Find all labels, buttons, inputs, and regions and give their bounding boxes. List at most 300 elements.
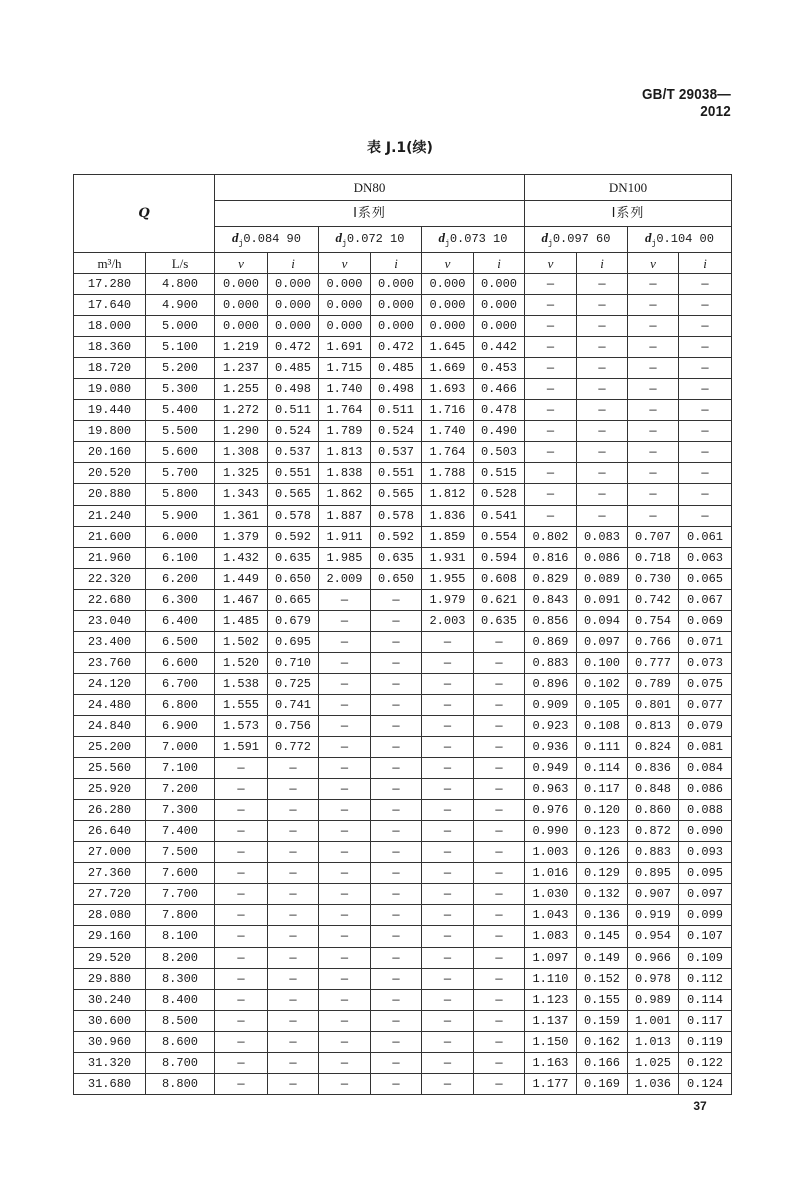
table-row	[74, 673, 732, 694]
cell-velocity: 1.693	[422, 379, 474, 400]
cell-gradient: 0.000	[371, 316, 422, 337]
cell-velocity: —	[628, 421, 679, 442]
cell-velocity: —	[628, 379, 679, 400]
cell-gradient: 0.000	[268, 316, 319, 337]
cell-gradient: —	[371, 673, 422, 694]
cell-velocity: 1.255	[215, 379, 268, 400]
cell-velocity: 1.502	[215, 631, 268, 652]
cell-velocity: 0.949	[525, 758, 577, 779]
cell-velocity: —	[215, 1073, 268, 1094]
cell-flow-ls: 6.300	[146, 589, 215, 610]
cell-gradient: —	[679, 463, 732, 484]
cell-gradient: —	[474, 779, 525, 800]
diameter-header	[215, 227, 319, 253]
cell-velocity: 0.813	[628, 715, 679, 736]
diameter-value: 0.097 60	[552, 231, 611, 246]
cell-velocity: 1.716	[422, 400, 474, 421]
cell-gradient: —	[474, 800, 525, 821]
cell-gradient: —	[371, 863, 422, 884]
cell-velocity: 0.742	[628, 589, 679, 610]
cell-velocity: 1.001	[628, 1010, 679, 1031]
cell-gradient: —	[577, 337, 628, 358]
cell-velocity: 1.813	[319, 442, 371, 463]
cell-velocity: 0.860	[628, 800, 679, 821]
cell-gradient: —	[371, 631, 422, 652]
diameter-prefix: d	[232, 229, 239, 245]
cell-gradient: —	[474, 737, 525, 758]
cell-flow-ls: 5.000	[146, 316, 215, 337]
cell-velocity: —	[422, 884, 474, 905]
cell-gradient: —	[371, 1010, 422, 1031]
cell-flow-ls: 8.100	[146, 926, 215, 947]
cell-gradient: —	[371, 842, 422, 863]
cell-velocity: 0.990	[525, 821, 577, 842]
cell-velocity: 1.931	[422, 547, 474, 568]
cell-velocity: 1.083	[525, 926, 577, 947]
cell-velocity: 0.816	[525, 547, 577, 568]
cell-gradient: —	[371, 905, 422, 926]
cell-velocity: —	[319, 947, 371, 968]
cell-flow-ls: 6.500	[146, 631, 215, 652]
cell-velocity: —	[422, 758, 474, 779]
cell-gradient: —	[577, 505, 628, 526]
cell-velocity: —	[525, 295, 577, 316]
cell-flow-m3h: 20.520	[74, 463, 146, 484]
cell-flow-ls: 8.200	[146, 947, 215, 968]
cell-gradient: 0.119	[679, 1031, 732, 1052]
cell-gradient: —	[268, 905, 319, 926]
cell-velocity: 0.802	[525, 526, 577, 547]
cell-velocity: —	[422, 715, 474, 736]
cell-gradient: 0.695	[268, 631, 319, 652]
cell-gradient: 0.094	[577, 610, 628, 631]
cell-flow-m3h: 22.680	[74, 589, 146, 610]
page-number: 37	[693, 1099, 707, 1113]
cell-velocity: —	[525, 463, 577, 484]
cell-flow-ls: 7.800	[146, 905, 215, 926]
cell-flow-m3h: 25.200	[74, 737, 146, 758]
table-row	[74, 358, 732, 379]
cell-flow-ls: 5.800	[146, 484, 215, 505]
cell-gradient: 0.117	[679, 1010, 732, 1031]
cell-gradient: —	[679, 421, 732, 442]
cell-flow-m3h: 27.720	[74, 884, 146, 905]
diameter-prefix: d	[541, 229, 549, 245]
cell-gradient: 0.000	[268, 295, 319, 316]
table-row	[74, 547, 732, 568]
cell-gradient: —	[268, 947, 319, 968]
velocity-symbol: v	[525, 253, 577, 274]
cell-flow-ls: 6.400	[146, 610, 215, 631]
cell-gradient: 0.594	[474, 547, 525, 568]
cell-velocity: —	[422, 989, 474, 1010]
cell-velocity: —	[525, 316, 577, 337]
cell-gradient: 0.112	[679, 968, 732, 989]
cell-flow-ls: 7.600	[146, 863, 215, 884]
cell-gradient: 0.152	[577, 968, 628, 989]
cell-velocity: 1.691	[319, 337, 371, 358]
cell-velocity: —	[215, 989, 268, 1010]
cell-gradient: 0.114	[679, 989, 732, 1010]
cell-flow-ls: 7.100	[146, 758, 215, 779]
cell-gradient: 0.132	[577, 884, 628, 905]
cell-flow-m3h: 23.040	[74, 610, 146, 631]
cell-gradient: —	[679, 295, 732, 316]
cell-gradient: 0.565	[371, 484, 422, 505]
table-row	[74, 316, 732, 337]
cell-gradient: —	[268, 842, 319, 863]
cell-gradient: 0.086	[577, 547, 628, 568]
velocity-symbol: v	[319, 253, 371, 274]
cell-velocity: 1.859	[422, 526, 474, 547]
cell-flow-m3h: 29.880	[74, 968, 146, 989]
cell-velocity: —	[319, 673, 371, 694]
cell-velocity: —	[215, 884, 268, 905]
cell-velocity: —	[422, 631, 474, 652]
cell-gradient: 0.621	[474, 589, 525, 610]
table-row	[74, 1010, 732, 1031]
cell-flow-ls: 6.700	[146, 673, 215, 694]
table-row	[74, 821, 732, 842]
cell-velocity: 0.000	[215, 316, 268, 337]
diameter-header	[422, 227, 525, 253]
cell-gradient: 0.498	[268, 379, 319, 400]
cell-velocity: —	[319, 926, 371, 947]
cell-velocity: 1.123	[525, 989, 577, 1010]
cell-flow-m3h: 19.080	[74, 379, 146, 400]
cell-velocity: 1.764	[319, 400, 371, 421]
diameter-subscript: j	[548, 239, 553, 249]
table-row	[74, 800, 732, 821]
cell-gradient: 0.725	[268, 673, 319, 694]
table-row	[74, 905, 732, 926]
cell-velocity: 1.740	[422, 421, 474, 442]
cell-velocity: 1.163	[525, 1052, 577, 1073]
table-row	[74, 631, 732, 652]
cell-flow-m3h: 29.160	[74, 926, 146, 947]
cell-velocity: —	[319, 968, 371, 989]
cell-gradient: —	[268, 821, 319, 842]
cell-velocity: 1.887	[319, 505, 371, 526]
cell-gradient: —	[474, 968, 525, 989]
cell-gradient: —	[577, 400, 628, 421]
cell-gradient: —	[679, 337, 732, 358]
velocity-symbol: v	[422, 253, 474, 274]
cell-velocity: —	[215, 863, 268, 884]
table-row	[74, 715, 732, 736]
unit-header-row	[74, 253, 732, 274]
table-row	[74, 989, 732, 1010]
table-row	[74, 484, 732, 505]
cell-velocity: —	[422, 694, 474, 715]
table-row	[74, 421, 732, 442]
table-row	[74, 779, 732, 800]
cell-velocity: —	[319, 1010, 371, 1031]
group-header-dn100: DN100	[525, 175, 732, 201]
cell-gradient: 0.169	[577, 1073, 628, 1094]
cell-velocity: 1.591	[215, 737, 268, 758]
cell-gradient: 0.084	[679, 758, 732, 779]
cell-velocity: —	[628, 463, 679, 484]
cell-gradient: —	[679, 400, 732, 421]
cell-gradient: 0.126	[577, 842, 628, 863]
table-row	[74, 505, 732, 526]
cell-flow-ls: 6.800	[146, 694, 215, 715]
cell-velocity: 1.030	[525, 884, 577, 905]
cell-velocity: —	[319, 1073, 371, 1094]
cell-velocity: 0.883	[628, 842, 679, 863]
cell-flow-m3h: 20.880	[74, 484, 146, 505]
cell-flow-ls: 8.500	[146, 1010, 215, 1031]
cell-gradient: 0.120	[577, 800, 628, 821]
cell-velocity: 1.237	[215, 358, 268, 379]
cell-velocity: 1.467	[215, 589, 268, 610]
cell-gradient: —	[371, 737, 422, 758]
cell-gradient: 0.136	[577, 905, 628, 926]
table-row	[74, 295, 732, 316]
cell-velocity: —	[422, 821, 474, 842]
diameter-subscript: j	[238, 239, 244, 249]
cell-gradient: 0.608	[474, 568, 525, 589]
cell-gradient: 0.100	[577, 652, 628, 673]
series-header-dn80: Ⅰ系列	[215, 201, 525, 227]
cell-flow-ls: 5.200	[146, 358, 215, 379]
cell-velocity: 0.978	[628, 968, 679, 989]
cell-velocity: 1.715	[319, 358, 371, 379]
table-header	[74, 175, 732, 274]
cell-gradient: —	[371, 989, 422, 1010]
cell-gradient: 0.111	[577, 737, 628, 758]
cell-gradient: —	[371, 968, 422, 989]
cell-gradient: —	[577, 421, 628, 442]
cell-gradient: 0.095	[679, 863, 732, 884]
series-header-dn100: Ⅰ系列	[525, 201, 732, 227]
cell-velocity: —	[525, 379, 577, 400]
diameter-prefix: d	[438, 229, 446, 245]
cell-velocity: —	[422, 779, 474, 800]
cell-velocity: 1.150	[525, 1031, 577, 1052]
cell-gradient: 0.000	[474, 274, 525, 295]
cell-velocity: —	[628, 295, 679, 316]
cell-velocity: —	[422, 1052, 474, 1073]
cell-gradient: —	[679, 484, 732, 505]
cell-gradient: 0.123	[577, 821, 628, 842]
cell-flow-ls: 6.900	[146, 715, 215, 736]
cell-velocity: 0.836	[628, 758, 679, 779]
cell-velocity: 1.308	[215, 442, 268, 463]
cell-gradient: 0.524	[268, 421, 319, 442]
cell-gradient: 0.162	[577, 1031, 628, 1052]
cell-gradient: 0.109	[679, 947, 732, 968]
cell-gradient: 0.093	[679, 842, 732, 863]
cell-gradient: —	[474, 1073, 525, 1094]
diameter-prefix: d	[645, 229, 652, 245]
cell-gradient: 0.592	[371, 526, 422, 547]
cell-velocity: 0.824	[628, 737, 679, 758]
cell-velocity: —	[215, 905, 268, 926]
cell-velocity: 1.343	[215, 484, 268, 505]
cell-gradient: 0.075	[679, 673, 732, 694]
cell-velocity: —	[525, 337, 577, 358]
cell-velocity: 0.872	[628, 821, 679, 842]
cell-velocity: —	[628, 358, 679, 379]
cell-gradient: 0.490	[474, 421, 525, 442]
cell-velocity: 1.025	[628, 1052, 679, 1073]
cell-flow-ls: 5.900	[146, 505, 215, 526]
cell-gradient: —	[679, 358, 732, 379]
cell-gradient: —	[577, 463, 628, 484]
cell-gradient: —	[679, 442, 732, 463]
cell-velocity: 1.110	[525, 968, 577, 989]
cell-velocity: —	[525, 400, 577, 421]
table-row	[74, 589, 732, 610]
cell-velocity: —	[422, 1031, 474, 1052]
cell-gradient: 0.578	[268, 505, 319, 526]
cell-velocity: 0.766	[628, 631, 679, 652]
cell-gradient: 0.511	[268, 400, 319, 421]
cell-gradient: 0.466	[474, 379, 525, 400]
cell-gradient: —	[268, 1052, 319, 1073]
cell-gradient: 0.102	[577, 673, 628, 694]
cell-velocity: —	[628, 316, 679, 337]
cell-flow-m3h: 30.960	[74, 1031, 146, 1052]
cell-velocity: 0.919	[628, 905, 679, 926]
cell-velocity: —	[422, 800, 474, 821]
cell-flow-m3h: 19.440	[74, 400, 146, 421]
cell-gradient: —	[371, 926, 422, 947]
diameter-value: 0.072 10	[346, 231, 405, 246]
table-row	[74, 1073, 732, 1094]
cell-flow-ls: 7.200	[146, 779, 215, 800]
cell-gradient: —	[577, 358, 628, 379]
diameter-subscript: j	[651, 239, 657, 249]
cell-velocity: 1.955	[422, 568, 474, 589]
cell-velocity: —	[319, 821, 371, 842]
cell-flow-m3h: 28.080	[74, 905, 146, 926]
cell-flow-m3h: 25.920	[74, 779, 146, 800]
cell-gradient: 0.478	[474, 400, 525, 421]
cell-velocity: 1.016	[525, 863, 577, 884]
cell-flow-ls: 4.900	[146, 295, 215, 316]
cell-gradient: 0.472	[268, 337, 319, 358]
cell-gradient: 0.071	[679, 631, 732, 652]
cell-gradient: —	[577, 316, 628, 337]
cell-gradient: —	[268, 884, 319, 905]
unit-m3h: m³/h	[74, 253, 146, 274]
cell-gradient: 0.710	[268, 652, 319, 673]
cell-flow-m3h: 31.680	[74, 1073, 146, 1094]
table-row	[74, 610, 732, 631]
cell-velocity: 1.669	[422, 358, 474, 379]
cell-gradient: —	[371, 800, 422, 821]
cell-flow-ls: 5.400	[146, 400, 215, 421]
cell-flow-m3h: 17.640	[74, 295, 146, 316]
cell-gradient: 0.155	[577, 989, 628, 1010]
cell-gradient: 0.108	[577, 715, 628, 736]
cell-velocity: —	[628, 274, 679, 295]
cell-gradient: —	[474, 947, 525, 968]
cell-flow-ls: 5.600	[146, 442, 215, 463]
cell-gradient: 0.114	[577, 758, 628, 779]
cell-velocity: —	[422, 1010, 474, 1031]
table-row	[74, 652, 732, 673]
cell-gradient: —	[371, 589, 422, 610]
table-row	[74, 737, 732, 758]
cell-velocity: —	[319, 863, 371, 884]
gradient-symbol: i	[679, 253, 732, 274]
cell-flow-m3h: 24.480	[74, 694, 146, 715]
cell-gradient: 0.097	[679, 884, 732, 905]
cell-velocity: 0.989	[628, 989, 679, 1010]
cell-flow-ls: 7.300	[146, 800, 215, 821]
cell-velocity: —	[525, 505, 577, 526]
cell-flow-m3h: 24.840	[74, 715, 146, 736]
cell-velocity: 0.966	[628, 947, 679, 968]
cell-gradient: 0.498	[371, 379, 422, 400]
cell-gradient: —	[474, 652, 525, 673]
cell-velocity: 0.856	[525, 610, 577, 631]
diameter-value: 0.104 00	[656, 231, 714, 246]
table-body	[74, 274, 732, 1095]
cell-velocity: 0.843	[525, 589, 577, 610]
cell-gradient: —	[577, 442, 628, 463]
cell-velocity: 0.000	[319, 295, 371, 316]
cell-velocity: 1.862	[319, 484, 371, 505]
cell-gradient: —	[474, 989, 525, 1010]
cell-velocity: —	[319, 737, 371, 758]
cell-velocity: 0.730	[628, 568, 679, 589]
cell-velocity: 1.043	[525, 905, 577, 926]
cell-gradient: 0.000	[474, 316, 525, 337]
cell-gradient: 0.065	[679, 568, 732, 589]
cell-gradient: 0.063	[679, 547, 732, 568]
cell-gradient: 0.091	[577, 589, 628, 610]
cell-velocity: 0.883	[525, 652, 577, 673]
cell-gradient: 0.000	[371, 274, 422, 295]
cell-gradient: —	[268, 1031, 319, 1052]
cell-flow-m3h: 30.600	[74, 1010, 146, 1031]
cell-flow-m3h: 18.720	[74, 358, 146, 379]
cell-gradient: 0.107	[679, 926, 732, 947]
cell-velocity: —	[319, 989, 371, 1010]
cell-velocity: 0.000	[215, 295, 268, 316]
table-row	[74, 274, 732, 295]
cell-gradient: 0.000	[474, 295, 525, 316]
cell-gradient: —	[371, 715, 422, 736]
cell-velocity: —	[319, 779, 371, 800]
cell-velocity: —	[525, 358, 577, 379]
cell-gradient: 0.537	[371, 442, 422, 463]
cell-gradient: —	[577, 379, 628, 400]
cell-gradient: 0.088	[679, 800, 732, 821]
cell-gradient: 0.166	[577, 1052, 628, 1073]
cell-velocity: —	[422, 737, 474, 758]
cell-gradient: 0.554	[474, 526, 525, 547]
cell-gradient: 0.635	[371, 547, 422, 568]
cell-flow-ls: 8.700	[146, 1052, 215, 1073]
cell-flow-m3h: 22.320	[74, 568, 146, 589]
cell-gradient: 0.756	[268, 715, 319, 736]
cell-flow-m3h: 27.360	[74, 863, 146, 884]
cell-velocity: 1.520	[215, 652, 268, 673]
gradient-symbol: i	[268, 253, 319, 274]
cell-velocity: 0.000	[422, 274, 474, 295]
cell-velocity: 0.909	[525, 694, 577, 715]
cell-velocity: —	[215, 758, 268, 779]
cell-gradient: 0.077	[679, 694, 732, 715]
gradient-symbol: i	[474, 253, 525, 274]
cell-gradient: 0.485	[371, 358, 422, 379]
